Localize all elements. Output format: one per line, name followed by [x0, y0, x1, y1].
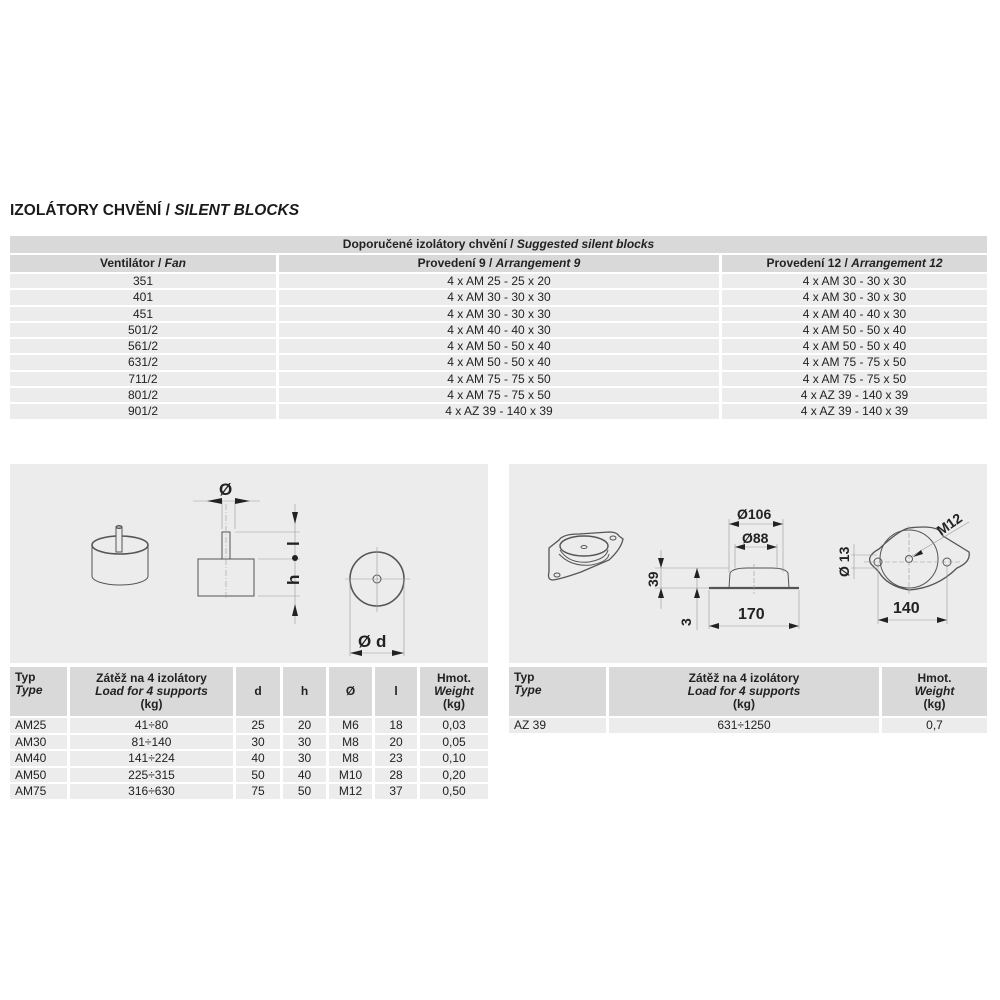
table-row [10, 404, 987, 420]
table-cell: 4 x AM 30 - 30 x 30 [722, 290, 987, 306]
table-cell: 4 x AM 75 - 75 x 50 [722, 355, 987, 371]
table-header-row [10, 255, 987, 274]
m12-label: M12 [933, 509, 966, 539]
table-cell: 4 x AZ 39 - 140 x 39 [722, 404, 987, 420]
az-spec-table [509, 667, 987, 735]
table-cell: 0,7 [882, 718, 987, 735]
header-load [70, 667, 236, 718]
h-label: h [284, 574, 303, 585]
table-row [10, 718, 488, 735]
table-cell: 4 x AM 50 - 50 x 40 [722, 323, 987, 339]
table-cell: 225÷315 [70, 768, 236, 785]
table-row [10, 751, 488, 768]
table-cell: 4 x AM 75 - 75 x 50 [279, 372, 722, 388]
table-cell: 4 x AM 30 - 30 x 30 [279, 307, 722, 323]
table-cell: AM30 [10, 735, 70, 752]
header-weight [420, 667, 488, 718]
table-cell: 801/2 [10, 388, 279, 404]
table-cell: 30 [283, 751, 329, 768]
table-cell: 316÷630 [70, 784, 236, 801]
header-en: Fan [164, 256, 187, 270]
table-cell: 4 x AM 30 - 30 x 30 [722, 274, 987, 290]
az-side-view-icon [655, 519, 799, 630]
table-cell: 0,05 [420, 735, 488, 752]
type-cz: Typ [15, 670, 36, 684]
table-cell: 40 [236, 751, 283, 768]
table-row [10, 372, 987, 388]
type-en: Type [15, 683, 43, 697]
table-cell: AZ 39 [509, 718, 609, 735]
table-cell: 631÷1250 [609, 718, 882, 735]
load-en: Load for 4 supports [687, 684, 801, 698]
table-row [10, 323, 987, 339]
thickness3-label: 3 [678, 618, 694, 626]
table-cell: 50 [283, 784, 329, 801]
height39-label: 39 [645, 571, 661, 587]
table-cell: 141÷224 [70, 751, 236, 768]
header-load [609, 667, 882, 718]
am-spec-table [10, 667, 488, 801]
table-cell: 451 [10, 307, 279, 323]
table-cell: 4 x AM 50 - 50 x 40 [722, 339, 987, 355]
table-cell: 561/2 [10, 339, 279, 355]
header-en: Arrangement 9 [495, 256, 581, 270]
table-cell: 30 [236, 735, 283, 752]
dia106-label: Ø106 [737, 506, 772, 522]
header-cz: Provedení 12 / [766, 256, 852, 270]
table-cell: 901/2 [10, 404, 279, 420]
table-cell: 25 [236, 718, 283, 735]
table-row [10, 307, 987, 323]
table-cell: AM75 [10, 784, 70, 801]
page-title [10, 202, 299, 220]
table-cell: 4 x AM 40 - 40 x 30 [722, 307, 987, 323]
az-isometric-icon [549, 532, 624, 580]
table-row [10, 339, 987, 355]
header-en: Arrangement 12 [851, 256, 943, 270]
header-type [509, 667, 609, 718]
width170-label: 170 [738, 606, 765, 623]
header-type [10, 667, 70, 718]
suggested-silent-blocks-table [10, 236, 987, 421]
am-side-view-icon [193, 501, 300, 624]
table-cell: 4 x AZ 39 - 140 x 39 [279, 404, 722, 420]
table-cell: 4 x AM 50 - 50 x 40 [279, 339, 722, 355]
weight-unit: (kg) [923, 697, 946, 711]
dia13-label: Ø 13 [836, 546, 852, 577]
az-drawing-panel [509, 464, 987, 663]
caption-en: Suggested silent blocks [516, 237, 655, 251]
table-cell: 40 [283, 768, 329, 785]
table-cell: M6 [329, 718, 375, 735]
table-cell: 4 x AM 50 - 50 x 40 [279, 355, 722, 371]
table-cell: 0,03 [420, 718, 488, 735]
table-row [10, 290, 987, 306]
table-cell: 4 x AM 25 - 25 x 20 [279, 274, 722, 290]
l-label: l [284, 541, 303, 546]
az-header-row [509, 667, 987, 718]
weight-cz: Hmot. [437, 671, 471, 685]
table-cell: M12 [329, 784, 375, 801]
table-cell: 351 [10, 274, 279, 290]
title-cz: IZOLÁTORY CHVĚNÍ / [10, 202, 175, 219]
type-en: Type [514, 683, 542, 697]
weight-cz: Hmot. [917, 671, 952, 685]
table-cell: 18 [375, 718, 420, 735]
table-cell: 4 x AM 75 - 75 x 50 [722, 372, 987, 388]
table-cell: 41÷80 [70, 718, 236, 735]
load-unit: (kg) [733, 697, 755, 711]
table-caption-row [10, 236, 987, 255]
header-weight [882, 667, 987, 718]
table-cell: 4 x AZ 39 - 140 x 39 [722, 388, 987, 404]
header-d: d [236, 667, 283, 718]
table-cell: AM50 [10, 768, 70, 785]
header-dia: Ø [329, 667, 375, 718]
table-cell: 631/2 [10, 355, 279, 371]
table-cell: 75 [236, 784, 283, 801]
table-cell: AM40 [10, 751, 70, 768]
dia88-label: Ø88 [742, 530, 769, 546]
header-fan [10, 255, 279, 274]
table-cell: M8 [329, 735, 375, 752]
table-row [509, 718, 987, 735]
table-cell: 0,20 [420, 768, 488, 785]
caption-cz: Doporučené izolátory chvění / [342, 237, 517, 251]
az-technical-drawing [509, 464, 987, 663]
table-cell: 28 [375, 768, 420, 785]
load-unit: (kg) [140, 697, 163, 711]
table-cell: 401 [10, 290, 279, 306]
table-cell: 501/2 [10, 323, 279, 339]
table-cell: 711/2 [10, 372, 279, 388]
table-cell: AM25 [10, 718, 70, 735]
d-label: Ø d [358, 632, 387, 651]
table-cell: 81÷140 [70, 735, 236, 752]
table-cell: 4 x AM 75 - 75 x 50 [279, 388, 722, 404]
table-cell: 20 [283, 718, 329, 735]
dia-label: Ø [219, 480, 233, 499]
table-row [10, 768, 488, 785]
header-h: h [283, 667, 329, 718]
weight-unit: (kg) [443, 697, 465, 711]
table-caption [10, 236, 987, 255]
weight-en: Weight [914, 684, 955, 698]
load-en: Load for 4 supports [95, 684, 208, 698]
header-cz: Ventilátor / [99, 256, 165, 270]
table-cell: 4 x AM 40 - 40 x 30 [279, 323, 722, 339]
table-row [10, 274, 987, 290]
load-cz: Zátěž na 4 izolátory [688, 671, 800, 685]
load-cz: Zátěž na 4 izolátory [96, 671, 207, 685]
table-cell: 37 [375, 784, 420, 801]
header-cz: Provedení 9 / [417, 256, 496, 270]
am-technical-drawing [10, 464, 488, 663]
am-isometric-icon [92, 526, 148, 586]
table-cell: M10 [329, 768, 375, 785]
header-arrangement-9 [279, 255, 722, 274]
table-cell: M8 [329, 751, 375, 768]
table-cell: 0,10 [420, 751, 488, 768]
table-cell: 30 [283, 735, 329, 752]
title-en: SILENT BLOCKS [174, 202, 300, 219]
table-cell: 23 [375, 751, 420, 768]
table-row [10, 784, 488, 801]
header-l: l [375, 667, 420, 718]
table-cell: 50 [236, 768, 283, 785]
am-header-row [10, 667, 488, 718]
table-cell: 20 [375, 735, 420, 752]
table-row [10, 388, 987, 404]
am-drawing-panel [10, 464, 488, 663]
width140-label: 140 [893, 600, 920, 617]
table-cell: 4 x AM 30 - 30 x 30 [279, 290, 722, 306]
header-arrangement-12 [722, 255, 987, 274]
type-cz: Typ [514, 670, 535, 684]
weight-en: Weight [434, 684, 474, 698]
table-row [10, 355, 987, 371]
table-cell: 0,50 [420, 784, 488, 801]
table-row [10, 735, 488, 752]
